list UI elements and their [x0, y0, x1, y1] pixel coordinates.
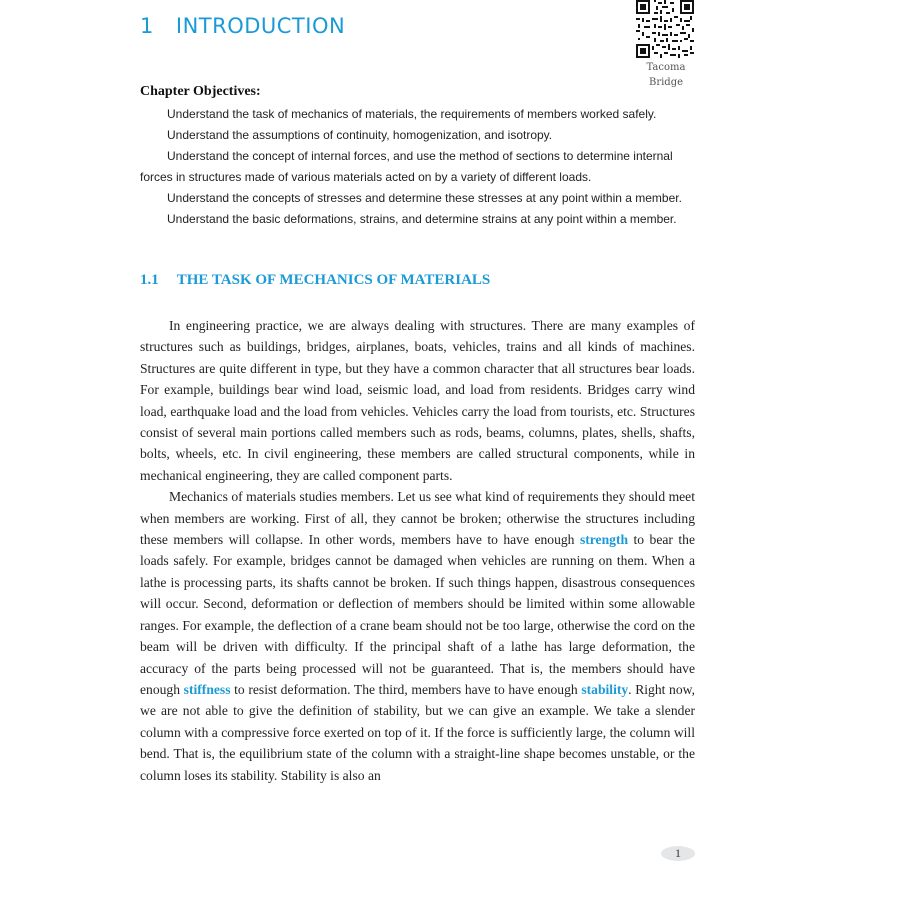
objectives-list — [140, 104, 696, 230]
body-text — [140, 315, 695, 786]
chapter-title — [140, 14, 345, 38]
qr-caption — [628, 60, 704, 90]
objective-item: Understand the concepts of stresses and determine these stresses at any point within a member. — [167, 191, 682, 205]
objective-item: Understand the basic deformations, strains, and determine strains at any point within a member. — [167, 212, 677, 226]
section-number: 1.1 — [140, 272, 159, 288]
chapter-title-text: INTRODUCTION — [175, 14, 346, 38]
qr-code-icon — [636, 0, 694, 58]
paragraph-2 — [140, 486, 695, 786]
paragraph-2-part-a: Mechanics of materials studies members. Let us see what kind of requirements they should meet when members are working. First of all, they cannot be broken; otherwise the structures including these members will collapse. In other words, members have to have enough — [140, 489, 695, 548]
objective-item: Understand the task of mechanics of materials, the requirements of members worked safely. — [167, 107, 657, 121]
keyword-stiffness: stiffness — [183, 681, 231, 697]
paragraph-2-part-c: to resist deformation. The third, members have to have enough — [234, 681, 578, 697]
keyword-stability: stability — [581, 681, 629, 697]
chapter-number: 1 — [140, 14, 154, 38]
objective-item: Understand the concept of internal forces, and use the method of sections to determine internal forces in structures made of various materials acted on by a variety of different loads. — [140, 149, 673, 184]
paragraph-1: In engineering practice, we are always dealing with structures. There are many examples of structures such as buildings, bridges, airplanes, boats, vehicles, trains and all kinds of machines. Structures are quite different in type, but they have a common character that all structures bear loads. For example, buildings bear wind load, seismic load, and load from residents. Bridges carry wind load, earthquake load and the load from vehicles. Vehicles carry the load from tourists, etc. Structures consist of several main portions called members such as rods, beams, columns, plates, shells, shafts, bolts, wheels, etc. In civil engineering, these members are called structural components, while in mechanical engineering, they are called component parts. — [140, 318, 695, 483]
section-title-text: THE TASK OF MECHANICS OF MATERIALS — [176, 272, 491, 288]
qr-caption-line2: Bridge — [648, 77, 684, 88]
qr-caption-line1: Tacoma — [646, 62, 686, 73]
objectives-heading: Chapter Objectives: — [140, 84, 261, 99]
objective-item: Understand the assumptions of continuity, homogenization, and isotropy. — [167, 128, 553, 142]
page-number: 1 — [661, 846, 695, 861]
section-title — [140, 272, 490, 289]
paragraph-2-part-d: . Right now, we are not able to give the definition of stability, but we can give an example. We take a slender column with a compressive force exerted on top of it. If the force is sufficiently large, the column will bend. That is, the equilibrium state of the column with a straight-line shape becomes unstable, or the column loses its stability. Stability is also an — [140, 681, 695, 783]
keyword-strength: strength — [579, 532, 629, 548]
paragraph-2-part-b: to bear the loads safely. For example, bridges cannot be damaged when vehicles are running on them. When a lathe is processing parts, its shafts cannot be broken. If such things happen, disastrous consequences will occur. Second, deformation or deflection of members should be limited within some allowable ranges. For example, the deflection of a crane beam should not be too large, otherwise the cord on the beam will be driven with difficulty. If the principal shaft of a lathe has large deformation, the accuracy of the parts being processed will not be guaranteed. That is, the members should have enough — [140, 532, 695, 697]
